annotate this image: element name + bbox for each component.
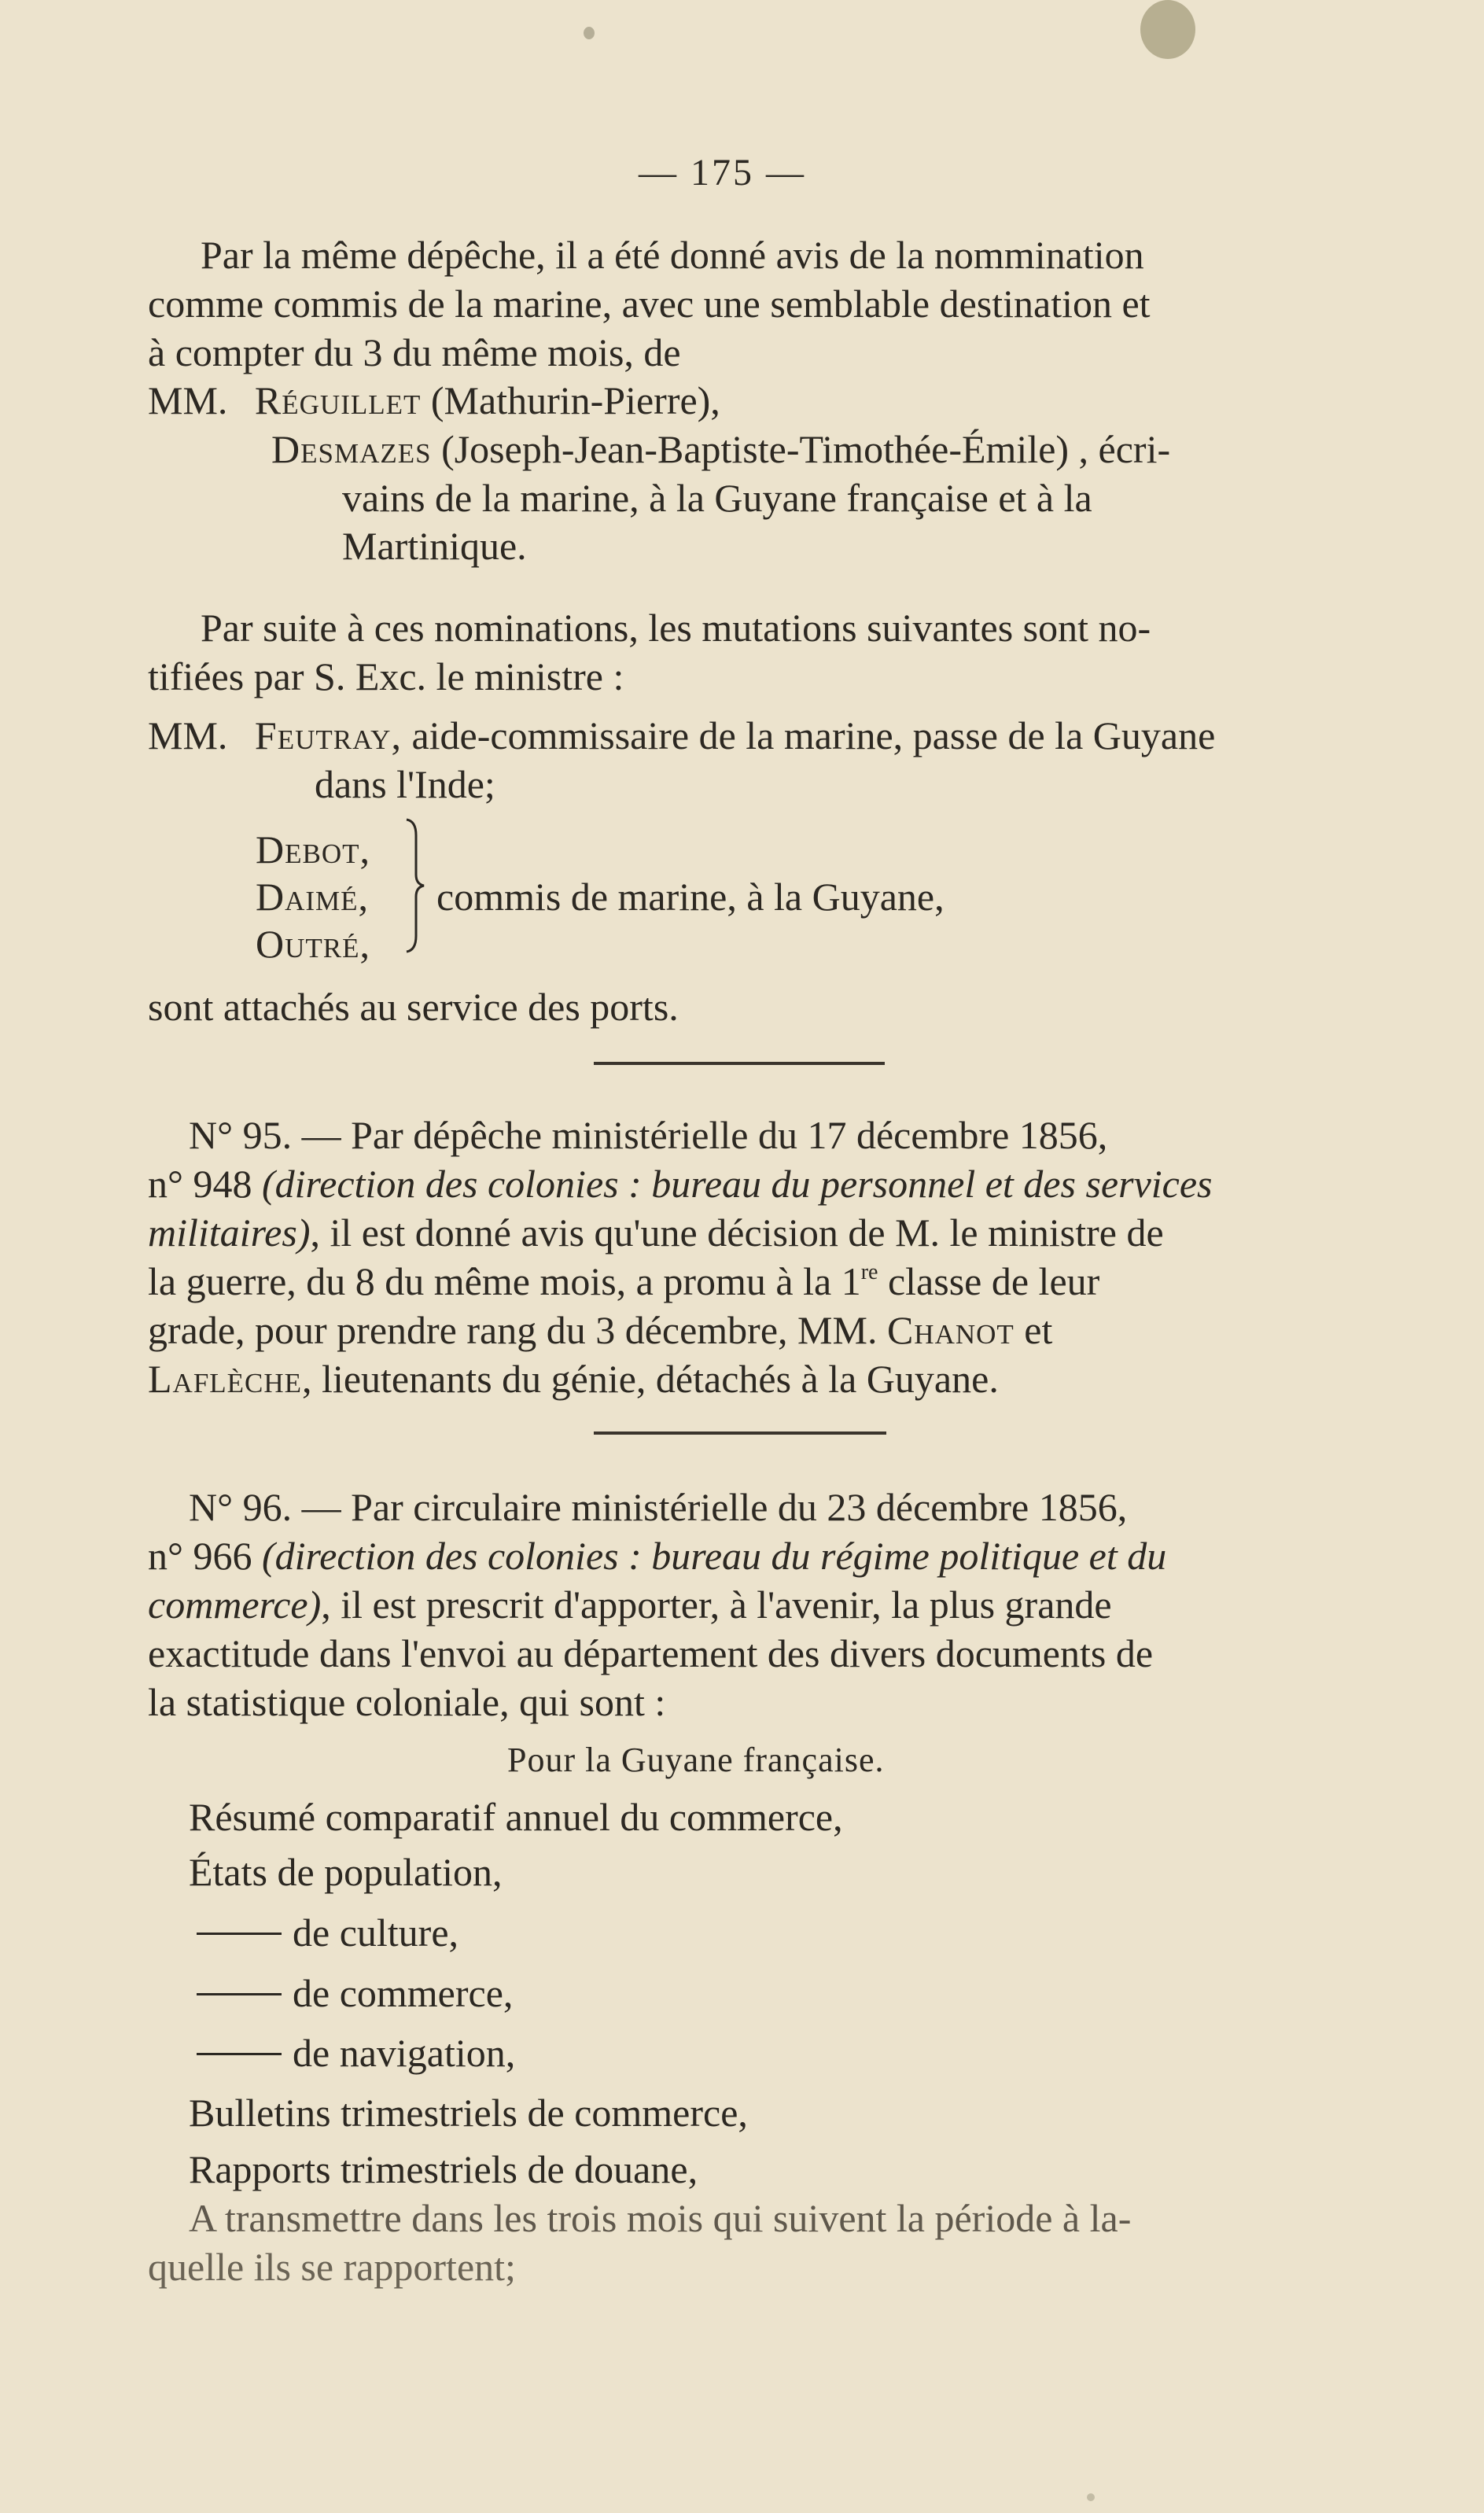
paragraph-line: A transmettre dans les trois mois qui suivent la période à la-: [189, 2196, 1132, 2240]
paragraph-line: comme commis de la marine, avec une semblable destination et: [148, 282, 1151, 326]
paragraph-line: [148, 1209, 1164, 1256]
document-number: n° 948: [148, 1162, 252, 1206]
text-run: , il est prescrit d'apporter, à l'avenir, la plus grande: [321, 1583, 1112, 1627]
text-run: la guerre, du 8 du même mois, a promu à la 1: [148, 1259, 861, 1303]
person-name: Outré,: [256, 922, 370, 966]
paragraph-line: commis de marine, à la Guyane,: [436, 875, 945, 919]
list-item: Bulletins trimestriels de commerce,: [189, 2091, 748, 2135]
paragraph-line: dans l'Inde;: [315, 762, 495, 806]
person-name: Réguillet: [254, 378, 422, 422]
honorific: MM.: [148, 713, 228, 757]
curly-brace-icon: [405, 818, 427, 953]
person-name: Chanot: [886, 1308, 1014, 1352]
paragraph-line: Par suite à ces nominations, les mutations suivantes sont no-: [201, 606, 1151, 650]
paragraph-line: [148, 1532, 1166, 1579]
page-number: — 175 —: [639, 152, 806, 193]
list-item-text: de navigation,: [293, 2031, 516, 2075]
paragraph-line: [148, 1355, 999, 1402]
paragraph-line: tifiées par S. Exc. le ministre :: [148, 654, 624, 698]
italic-reference: militaires): [148, 1210, 311, 1255]
list-item: [197, 1969, 513, 2017]
person-entry: [148, 712, 1215, 759]
person-name: Daimé,: [256, 875, 370, 919]
list-item-text: de commerce,: [293, 1971, 514, 2015]
person-name: Debot,: [256, 827, 370, 871]
list-item: Résumé comparatif annuel du commerce,: [189, 1795, 843, 1839]
paragraph-line: [148, 1160, 1213, 1207]
person-details: aide-commissaire de la marine, passe de la Guyane: [411, 713, 1216, 757]
section-divider: [594, 1432, 886, 1435]
ditto-dash: [197, 1933, 282, 1935]
paragraph-line: exactitude dans l'envoi au département des divers documents de: [148, 1631, 1154, 1675]
list-item: États de population,: [189, 1850, 503, 1894]
paragraph-line: N° 96. — Par circulaire ministérielle du 23 décembre 1856,: [189, 1485, 1128, 1529]
paragraph-line: Martinique.: [342, 524, 527, 568]
person-name: Laflèche: [148, 1357, 303, 1401]
italic-reference: (direction des colonies : bureau du personnel et des services: [262, 1162, 1213, 1206]
person-details: (Mathurin-Pierre),: [430, 378, 720, 422]
paper-speck: [584, 27, 595, 39]
person-entry: [148, 377, 720, 424]
list-item-text: de culture,: [293, 1911, 459, 1955]
paper-speck: [1087, 2493, 1095, 2501]
paragraph-line: la statistique coloniale, qui sont :: [148, 1680, 666, 1724]
section-divider: [594, 1062, 885, 1065]
list-item: [197, 2029, 515, 2076]
paragraph-line: [148, 1581, 1112, 1628]
person-details: (Joseph-Jean-Baptiste-Timothée-Émile) , écri-: [441, 427, 1171, 471]
italic-reference: commerce): [148, 1583, 322, 1627]
person-name: Feutray,: [254, 713, 402, 757]
list-item: [197, 1909, 458, 1956]
ditto-dash: [197, 1993, 282, 1995]
subheading: Pour la Guyane française.: [507, 1741, 885, 1779]
paragraph-line: vains de la marine, à la Guyane française et à la: [342, 476, 1092, 520]
ditto-dash: [197, 2053, 282, 2055]
person-entry: [271, 426, 1170, 473]
text-run: grade, pour prendre rang du 3 décembre, MM.: [148, 1308, 878, 1352]
paragraph-line: [148, 1306, 1052, 1354]
list-item: Rapports trimestriels de douane,: [189, 2147, 698, 2191]
italic-reference: (direction des colonies : bureau du régime politique et du: [262, 1534, 1167, 1578]
text-run: classe de leur: [878, 1259, 1100, 1303]
paragraph-line: quelle ils se rapportent;: [148, 2245, 516, 2289]
paper-stain: [1140, 0, 1195, 59]
text-run: , lieutenants du génie, détachés à la Guyane.: [302, 1357, 999, 1401]
honorific: MM.: [148, 378, 228, 422]
paragraph-line: N° 95. — Par dépêche ministérielle du 17 décembre 1856,: [189, 1113, 1108, 1157]
paragraph-line: Par la même dépêche, il a été donné avis de la nommination: [201, 233, 1144, 277]
text-run: et: [1014, 1308, 1053, 1352]
document-number: n° 966: [148, 1534, 252, 1578]
paragraph-line: sont attachés au service des ports.: [148, 985, 679, 1029]
person-name: Desmazes: [271, 427, 432, 471]
paragraph-line: à compter du 3 du même mois, de: [148, 330, 681, 374]
paragraph-line: [148, 1258, 1099, 1305]
text-run: , il est donné avis qu'une décision de M. le ministre de: [310, 1210, 1164, 1255]
superscript: re: [860, 1260, 878, 1284]
